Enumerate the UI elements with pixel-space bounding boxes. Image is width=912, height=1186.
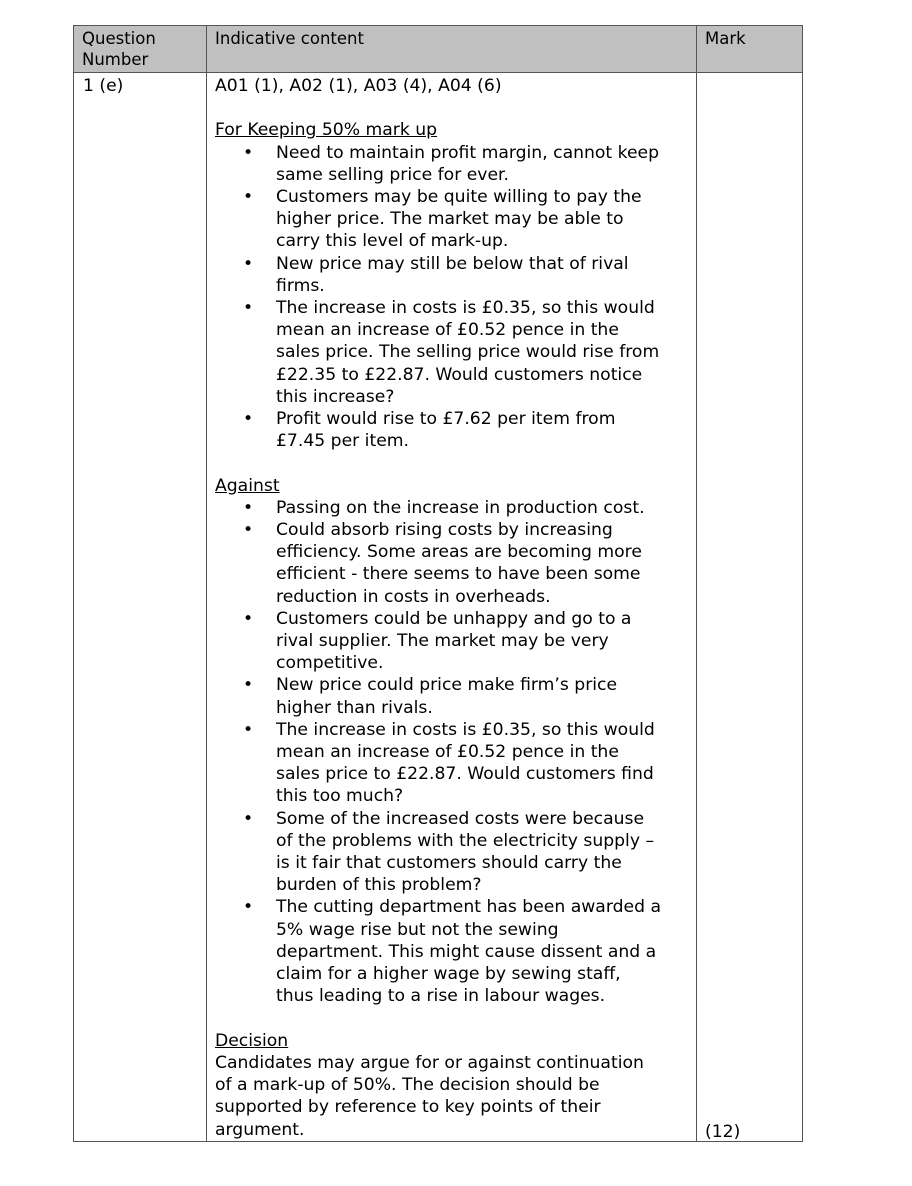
bullet-line: Profit would rise to £7.62 per item from: [276, 409, 616, 430]
bullet-line: Customers could be unhappy and go to a: [276, 608, 632, 629]
decision-line: Candidates may argue for or against continuation: [215, 1052, 644, 1073]
bullet-line: firms.: [276, 275, 325, 296]
bullet-icon: •: [243, 897, 254, 918]
decision-line: argument.: [215, 1119, 305, 1140]
question-number: 1 (e): [74, 73, 207, 1142]
bullet-item: [215, 408, 696, 452]
table-row: [74, 73, 803, 1142]
bullet-icon: •: [243, 298, 254, 319]
bullet-item: [215, 142, 696, 186]
bullet-line: efficient - there seems to have been some: [276, 564, 641, 585]
bullet-line: Could absorb rising costs by increasing: [276, 520, 613, 541]
bullet-line: higher price. The market may be able to: [276, 209, 624, 230]
bullet-line: Passing on the increase in production cost.: [276, 497, 645, 518]
bullet-icon: •: [243, 520, 254, 541]
header-row: [74, 26, 803, 73]
indicative-content-header: Indicative content: [207, 26, 697, 73]
bullet-line: carry this level of mark-up.: [276, 231, 509, 252]
bullet-line: higher than rivals.: [276, 697, 433, 718]
bullet-item: [215, 674, 696, 718]
decision-heading: Decision: [215, 1030, 289, 1051]
bullet-line: competitive.: [276, 653, 384, 674]
bullet-icon: •: [243, 142, 254, 163]
bullet-line: New price could price make firm’s price: [276, 675, 618, 696]
bullet-line: Need to maintain profit margin, cannot keep: [276, 142, 660, 163]
assessment-objectives: A01 (1), A02 (1), A03 (4), A04 (6): [215, 76, 502, 96]
bullet-line: sales price to £22.87. Would customers find: [276, 764, 654, 785]
mark-scheme-table: [73, 25, 803, 1142]
against-bullets: [215, 497, 696, 1008]
bullet-icon: •: [243, 675, 254, 696]
bullet-line: reduction in costs in overheads.: [276, 586, 551, 607]
bullet-line: claim for a higher wage by sewing staff,: [276, 964, 621, 985]
bullet-icon: •: [243, 187, 254, 207]
bullet-item: [215, 808, 696, 897]
bullet-icon: •: [243, 409, 254, 430]
bullet-line: New price may still be below that of rival: [276, 253, 629, 274]
bullet-item: [215, 497, 696, 519]
bullet-icon: •: [243, 253, 254, 274]
for-bullets: [215, 142, 696, 453]
header-question-line: Number: [82, 50, 149, 69]
for-heading: For Keeping 50% mark up: [215, 120, 438, 141]
bullet-line: 5% wage rise but not the sewing: [276, 919, 559, 940]
bullet-line: The increase in costs is £0.35, so this would: [276, 298, 655, 319]
bullet-item: [215, 186, 696, 253]
against-heading: Against: [215, 475, 280, 496]
total-mark: (12): [705, 1121, 741, 1142]
bullet-item: [215, 608, 696, 675]
bullet-line: of the problems with the electricity supply –: [276, 830, 655, 851]
bullet-line: burden of this problem?: [276, 875, 482, 896]
bullet-icon: •: [243, 719, 254, 740]
bullet-line: thus leading to a rise in labour wages.: [276, 986, 606, 1007]
decision-text: [215, 1052, 696, 1141]
bullet-line: department. This might cause dissent and a: [276, 941, 657, 962]
bullet-line: mean an increase of £0.52 pence in the: [276, 320, 619, 341]
bullet-item: [215, 719, 696, 808]
bullet-icon: •: [243, 808, 254, 829]
mark-cell: [697, 73, 803, 1142]
bullet-line: £7.45 per item.: [276, 431, 409, 452]
bullet-line: rival supplier. The market may be very: [276, 631, 609, 652]
bullet-item: [215, 297, 696, 408]
bullet-line: is it fair that customers should carry the: [276, 853, 622, 874]
bullet-line: The increase in costs is £0.35, so this would: [276, 719, 655, 740]
bullet-icon: •: [243, 497, 254, 518]
bullet-line: Customers may be quite willing to pay the: [276, 187, 642, 207]
bullet-line: this increase?: [276, 386, 395, 407]
bullet-line: this too much?: [276, 786, 404, 807]
bullet-line: The cutting department has been awarded a: [276, 897, 661, 918]
bullet-line: sales price. The selling price would rise from: [276, 342, 660, 363]
bullet-line: £22.35 to £22.87. Would customers notice: [276, 364, 643, 385]
bullet-icon: •: [243, 608, 254, 629]
question-number-header: [74, 26, 207, 73]
bullet-item: [215, 896, 696, 1007]
bullet-line: mean an increase of £0.52 pence in the: [276, 742, 619, 763]
mark-header: Mark: [697, 26, 803, 73]
bullet-item: [215, 253, 696, 297]
bullet-line: same selling price for ever.: [276, 164, 509, 185]
bullet-item: [215, 519, 696, 608]
bullet-line: efficiency. Some areas are becoming more: [276, 542, 642, 563]
bullet-line: Some of the increased costs were because: [276, 808, 645, 829]
decision-line: supported by reference to key points of their: [215, 1097, 601, 1118]
indicative-content: [207, 73, 697, 1142]
header-question-line: Question: [82, 29, 156, 48]
decision-line: of a mark-up of 50%. The decision should be: [215, 1075, 600, 1096]
